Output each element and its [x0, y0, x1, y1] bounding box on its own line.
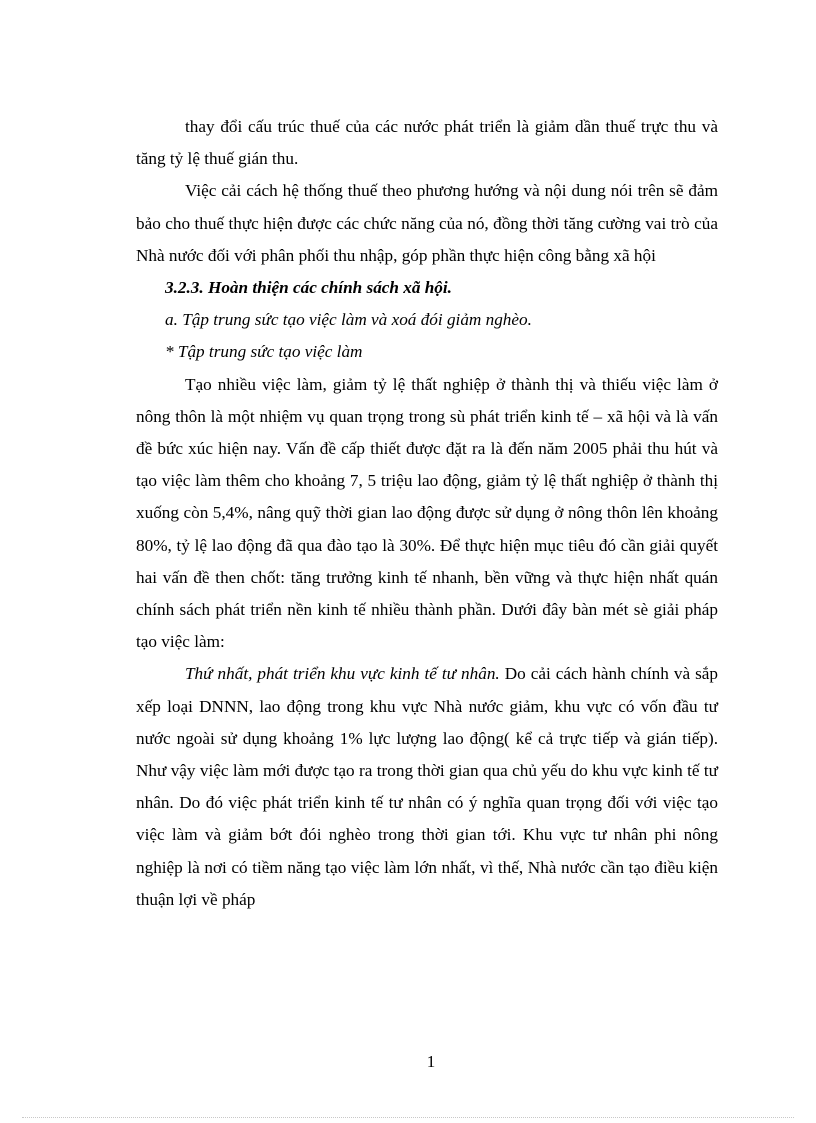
paragraph-private-sector [136, 658, 718, 916]
paragraph-tax-reform: Việc cải cách hệ thống thuế theo phương hướng và nội dung nói trên sẽ đảm bảo cho thuế thực hiện được các chức năng của nó, đồng thời tăng cường vai trò của Nhà nước đối với phân phối thu nhập, góp phần thực hiện công bằng xã hội [136, 181, 718, 265]
paragraph-private-sector-lead: Thứ nhất, phát triển khu vực kinh tế tư nhân. [185, 664, 500, 684]
subheading-star: * Tập trung sức tạo việc làm [165, 342, 363, 362]
body-text [136, 111, 718, 916]
subheading-a: a. Tập trung sức tạo việc làm và xoá đói giảm nghèo. [165, 310, 532, 330]
paragraph-employment: Tạo nhiều việc làm, giảm tỷ lệ thất nghiệp ở thành thị và thiếu việc làm ở nông thôn là một nhiệm vụ quan trọng trong sù phát triển kinh tế – xã hội và là vấn đề bức xúc hiện nay. Vấn đề cấp thiết được đặt ra là đến năm 2005 phải thu hút và tạo việc làm thêm cho khoảng 7, 5 triệu lao động, giảm tỷ lệ thất nghiệp ở thành thị xuống còn 5,4%, nâng quỹ thời gian lao động được sử dụng ở nông thôn lên khoảng 80%, tỷ lệ lao động đã qua đào tạo là 30%. Để thực hiện mục tiêu đó cần giải quyết hai vấn đề then chốt: tăng trưởng kinh tế nhanh, bền vững và thực hiện nhất quán chính sách phát triển nền kinh tế nhiều thành phần. Dưới đây bàn mét sè giải pháp tạo việc làm: [136, 374, 718, 652]
section-heading: 3.2.3. Hoàn thiện các chính sách xã hội. [165, 278, 452, 298]
page-bottom-divider [22, 1117, 794, 1118]
paragraph-tax-structure: thay đổi cấu trúc thuế của các nước phát triển là giảm dần thuế trực thu và tăng tỷ lệ thuế gián thu. [136, 117, 718, 169]
page-number: 1 [426, 1052, 436, 1071]
paragraph-private-sector-body: Do cải cách hành chính và sắp xếp loại DNNN, lao động trong khu vực Nhà nước giảm, khu vực có vốn đầu tư nước ngoài sử dụng khoảng 1% lực lượng lao động( kể cả trực tiếp và gián tiếp). Như vậy việc làm mới được tạo ra trong thời gian qua chủ yếu do khu vực kinh tế tư nhân. Do đó việc phát triển kinh tế tư nhân có ý nghĩa quan trọng đối với việc tạo việc làm và giảm bớt đói nghèo trong thời gian tới. Khu vực tư nhân phi nông nghiệp là nơi có tiềm năng tạo việc làm lớn nhất, vì thế, Nhà nước cần tạo điều kiện thuận lợi về pháp [136, 664, 718, 909]
